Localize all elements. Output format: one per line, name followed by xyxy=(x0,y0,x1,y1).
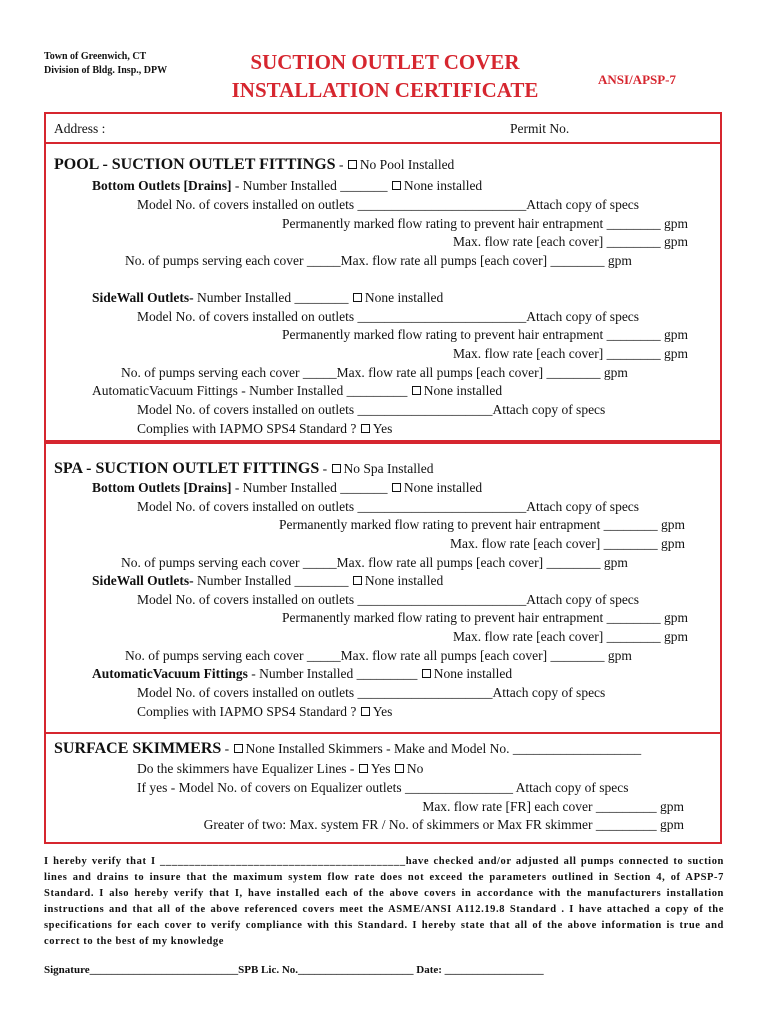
pool-auto-label[interactable]: AutomaticVacuum Fittings - Number Installed _________ xyxy=(92,383,408,398)
pool-side-maxflow[interactable]: Max. flow rate [each cover] ________ gpm xyxy=(452,346,688,361)
pool-side-model[interactable]: Model No. of covers installed on outlets _________________________Attach copy of specs xyxy=(137,309,640,324)
pool-complies-yes: Yes xyxy=(372,421,393,436)
spa-side-flow[interactable]: Permanently marked flow rating to prevent hair entrapment ________ gpm xyxy=(281,610,688,625)
spa-auto-none-label: None installed xyxy=(433,666,513,681)
pool-complies-label: Complies with IAPMO SPS4 Standard ? xyxy=(137,421,357,436)
no-pool-label: No Pool Installed xyxy=(359,157,455,172)
pool-bottom-number[interactable]: - Number Installed _______ xyxy=(234,178,388,193)
pool-heading: POOL - SUCTION OUTLET FITTINGS xyxy=(54,156,336,173)
spa-bottom-model[interactable]: Model No. of covers installed on outlets _________________________Attach copy of specs xyxy=(137,499,640,514)
spa-side-none-checkbox[interactable] xyxy=(353,576,362,585)
spa-heading: SPA - SUCTION OUTLET FITTINGS xyxy=(54,460,320,477)
pool-bottom-none-checkbox[interactable] xyxy=(392,181,401,190)
pool-bottom-flow[interactable]: Permanently marked flow rating to prevent hair entrapment ________ gpm xyxy=(281,216,688,231)
pool-heading-row xyxy=(54,156,454,173)
spa-bottom-none-label: None installed xyxy=(403,480,483,495)
pool-complies-row xyxy=(137,420,392,437)
equalizer-question: Do the skimmers have Equalizer Lines - xyxy=(137,761,355,776)
spa-auto-model[interactable]: Model No. of covers installed on outlets ____________________Attach copy of specs xyxy=(137,685,606,700)
spa-heading-sep: - xyxy=(322,461,328,476)
pool-side-none-checkbox[interactable] xyxy=(353,293,362,302)
equalizer-yes-label: Yes xyxy=(370,761,391,776)
pool-bottom-label: Bottom Outlets [Drains] xyxy=(92,178,232,193)
town-name: Town of Greenwich, CT xyxy=(44,51,147,62)
signature-line[interactable]: Signature___________________________SPB Lic. No._____________________ Date: __________________ xyxy=(44,964,544,976)
pool-bottom-row xyxy=(92,177,482,194)
standard-code: ANSI/APSP-7 xyxy=(598,72,677,87)
spa-bottom-pumps[interactable]: No. of pumps serving each cover _____Max. flow rate all pumps [each cover] ________ gpm xyxy=(121,555,628,570)
spa-side-number[interactable]: Number Installed ________ xyxy=(197,573,349,588)
pool-side-flow[interactable]: Permanently marked flow rating to prevent hair entrapment ________ gpm xyxy=(281,327,688,342)
spa-bottom-none-checkbox[interactable] xyxy=(392,483,401,492)
issuer-block xyxy=(44,50,167,78)
spa-bottom-flow[interactable]: Permanently marked flow rating to prevent hair entrapment ________ gpm xyxy=(278,517,685,532)
pool-bottom-maxflow[interactable]: Max. flow rate [each cover] ________ gpm xyxy=(452,234,688,249)
skimmer-max-fr[interactable]: Max. flow rate [FR] each cover _________ gpm xyxy=(422,799,684,814)
equalizer-no-label: No xyxy=(406,761,424,776)
spa-auto-number[interactable]: - Number Installed _________ xyxy=(251,666,418,681)
spa-bottom-maxflow[interactable]: Max. flow rate [each cover] ________ gpm xyxy=(449,536,685,551)
skimmers-heading: SURFACE SKIMMERS xyxy=(54,740,222,757)
no-spa-label: No Spa Installed xyxy=(343,461,434,476)
title-line-1: SUCTION OUTLET COVER xyxy=(250,50,520,74)
skimmers-make-model[interactable]: None Installed Skimmers - Make and Model No. ___________________ xyxy=(245,741,642,756)
pool-side-number[interactable]: Number Installed ________ xyxy=(197,290,349,305)
spa-complies-yes: Yes xyxy=(372,704,393,719)
skimmers-heading-row xyxy=(54,740,641,757)
spa-auto-none-checkbox[interactable] xyxy=(422,669,431,678)
spa-side-label: SideWall Outlets- xyxy=(92,573,194,588)
spa-side-maxflow[interactable]: Max. flow rate [each cover] ________ gpm xyxy=(452,629,688,644)
pool-auto-none-label: None installed xyxy=(423,383,503,398)
pool-auto-row xyxy=(92,382,502,399)
spa-bottom-number[interactable]: - Number Installed _______ xyxy=(234,480,388,495)
permit-label[interactable]: Permit No. xyxy=(510,121,570,136)
spa-side-model[interactable]: Model No. of covers installed on outlets _________________________Attach copy of specs xyxy=(137,592,640,607)
pool-auto-none-checkbox[interactable] xyxy=(412,386,421,395)
address-section xyxy=(44,112,722,144)
spa-complies-checkbox[interactable] xyxy=(361,707,370,716)
pool-side-pumps[interactable]: No. of pumps serving each cover _____Max. flow rate all pumps [each cover] ________ gpm xyxy=(121,365,628,380)
spa-bottom-label: Bottom Outlets [Drains] xyxy=(92,480,232,495)
pool-heading-sep: - xyxy=(338,157,344,172)
pool-side-none-label: None installed xyxy=(364,290,444,305)
spa-section xyxy=(44,442,722,734)
equalizer-row xyxy=(137,760,423,777)
spa-heading-row xyxy=(54,460,434,477)
spa-complies-label: Complies with IAPMO SPS4 Standard ? xyxy=(137,704,357,719)
title-line-2: INSTALLATION CERTIFICATE xyxy=(231,78,539,102)
verification-statement: I hereby verify that I __________________________________________have checked and/or adjusted all pumps connected to suction lines and drains to insure that the maximum system flow rate does not exceed the parameters outlined in Section 4, of APSP-7 Standard. I also hereby verify that I, have installed each of the above covers in accordance with the manufacturers installation instructions and that all of the above referenced covers meet the ASME/ANSI A112.19.8 Standard . I have attached a copy of the specifications for each cover to verify compliance with this Standard. I hereby state that all of the above information is true and correct to the best of my knowledge xyxy=(44,856,724,947)
equalizer-model[interactable]: If yes - Model No. of covers on Equalizer outlets ________________ Attach copy of specs xyxy=(137,780,629,795)
pool-bottom-pumps[interactable]: No. of pumps serving each cover _____Max. flow rate all pumps [each cover] ________ gpm xyxy=(125,253,632,268)
pool-auto-model[interactable]: Model No. of covers installed on outlets ____________________Attach copy of specs xyxy=(137,402,606,417)
equalizer-yes-checkbox[interactable] xyxy=(359,764,368,773)
spa-side-row xyxy=(92,572,443,589)
spa-complies-row xyxy=(137,703,392,720)
pool-side-label: SideWall Outlets- xyxy=(92,290,194,305)
division-name: Division of Bldg. Insp., DPW xyxy=(44,65,168,76)
no-pool-checkbox[interactable] xyxy=(348,160,357,169)
pool-side-row xyxy=(92,289,443,306)
spa-bottom-row xyxy=(92,479,482,496)
spa-auto-label: AutomaticVacuum Fittings xyxy=(92,666,248,681)
equalizer-no-checkbox[interactable] xyxy=(395,764,404,773)
address-label[interactable]: Address : xyxy=(54,121,106,136)
spa-side-pumps[interactable]: No. of pumps serving each cover _____Max. flow rate all pumps [each cover] ________ gpm xyxy=(125,648,632,663)
pool-complies-checkbox[interactable] xyxy=(361,424,370,433)
pool-bottom-model[interactable]: Model No. of covers installed on outlets _________________________Attach copy of specs xyxy=(137,197,640,212)
pool-bottom-none-label: None installed xyxy=(403,178,483,193)
skimmers-heading-sep: - xyxy=(224,741,230,756)
skimmer-greater-of-two[interactable]: Greater of two: Max. system FR / No. of skimmers or Max FR skimmer _________ gpm xyxy=(203,817,684,832)
pool-section xyxy=(44,144,722,442)
skimmers-section xyxy=(44,734,722,844)
skimmers-none-checkbox[interactable] xyxy=(234,744,243,753)
form-title xyxy=(200,48,570,104)
no-spa-checkbox[interactable] xyxy=(332,464,341,473)
spa-auto-row xyxy=(92,665,512,682)
spa-side-none-label: None installed xyxy=(364,573,444,588)
